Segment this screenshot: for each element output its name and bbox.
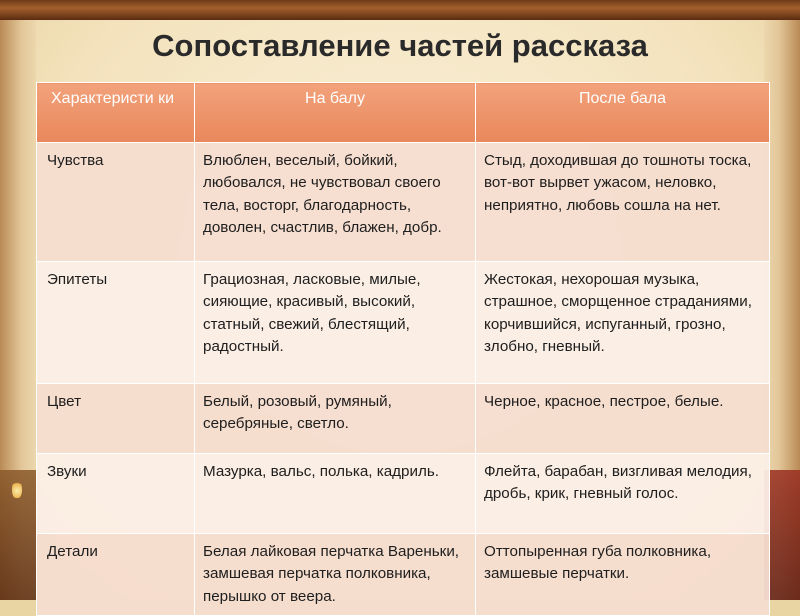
header-after-ball: После бала (476, 83, 770, 143)
slide-title: Сопоставление частей рассказа (152, 28, 648, 63)
cell-after-ball: Стыд, доходившая до тошноты тоска, вот-вот вырвет ужасом, неловко, неприятно, любовь сошла на нет. (476, 143, 770, 262)
cell-after-ball: Жестокая, нехорошая музыка, страшное, сморщенное страданиями, корчившийся, испуганный, грозно, злобно, гневный. (476, 262, 770, 384)
cell-after-ball: Флейта, барабан, визгливая мелодия, дробь, крик, гневный голос. (476, 454, 770, 534)
table-row (37, 534, 770, 616)
cell-at-ball: Белый, розовый, румяный, серебряные, светло. (195, 384, 476, 454)
header-characteristics: Характеристи ки (37, 83, 195, 143)
table-row (37, 143, 770, 262)
wood-frame-top (0, 0, 800, 22)
row-label: Чувства (37, 143, 195, 262)
table-row (37, 262, 770, 384)
row-label: Звуки (37, 454, 195, 534)
comparison-table (36, 82, 770, 616)
candle-decoration-left (0, 470, 36, 600)
table-row (37, 454, 770, 534)
cell-at-ball: Грациозная, ласковые, милые, сияющие, красивый, высокий, статный, свежий, блестящий, радостный. (195, 262, 476, 384)
row-label: Детали (37, 534, 195, 616)
cell-at-ball: Белая лайковая перчатка Вареньки, замшевая перчатка полковника, перышко от веера. (195, 534, 476, 616)
flame-icon (12, 480, 22, 498)
cell-at-ball: Влюблен, веселый, бойкий, любовался, не чувствовал своего тела, восторг, благодарность, доволен, счастлив, блажен, добр. (195, 143, 476, 262)
row-label: Эпитеты (37, 262, 195, 384)
cell-at-ball: Мазурка, вальс, полька, кадриль. (195, 454, 476, 534)
row-label: Цвет (37, 384, 195, 454)
cell-after-ball: Оттопыренная губа полковника, замшевые перчатки. (476, 534, 770, 616)
table-row (37, 384, 770, 454)
cell-after-ball: Черное, красное, пестрое, белые. (476, 384, 770, 454)
header-at-ball: На балу (195, 83, 476, 143)
table-header-row (37, 83, 770, 143)
